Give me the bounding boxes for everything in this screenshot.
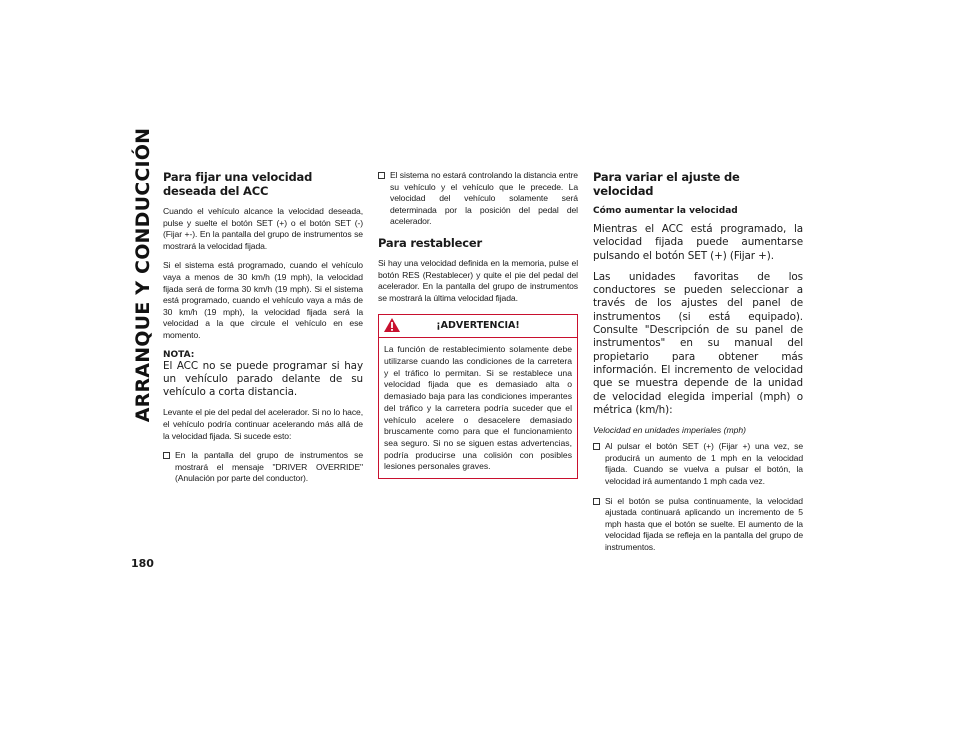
square-bullet-icon (593, 443, 600, 450)
square-bullet-icon (378, 172, 385, 179)
paragraph: Si hay una velocidad definida en la memoria, pulse el botón RES (Restablecer) y quite el pie del pedal del acelerador. En la pantalla del grupo de instrumentos se mostrará la última velocidad fijada. (378, 257, 578, 303)
list-item (593, 496, 803, 554)
page-number: 180 (131, 557, 154, 570)
warning-title: ¡ADVERTENCIA! (436, 320, 520, 332)
warning-box (378, 314, 578, 479)
list-item (163, 450, 363, 485)
subheading-increase-speed: Cómo aumentar la velocidad (593, 206, 738, 216)
column-1 (163, 170, 363, 493)
bullet-list (378, 170, 578, 228)
paragraph: Cuando el vehículo alcance la velocidad deseada, pulse y suelte el botón SET (+) o el botón SET (-) (Fijar +-). En la pantalla del grupo de instrumentos se mostrará la velocidad fijada. (163, 206, 363, 251)
heading-set-speed: Para fijar una velocidad deseada del ACC (163, 170, 313, 198)
warning-header (379, 315, 577, 338)
italic-subtitle: Velocidad en unidades imperiales (mph) (593, 425, 747, 436)
section-title-vertical (130, 127, 156, 423)
heading-change-speed: Para variar el ajuste de velocidad (593, 170, 740, 198)
paragraph: Las unidades favoritas de los conductores se pueden seleccionar a través de los ajustes del panel de instrumentos (si está equipado). Consulte "Descripción de su panel de instrumentos" en su manual del propietario para obtener más información. El incremento de velocidad que se muestra depende de la unidad de velocidad elegida imperial (mph) o métrica (km/h): (593, 270, 803, 416)
list-item-text: En la pantalla del grupo de instrumentos se mostrará el mensaje "DRIVER OVERRIDE" (Anulación por parte del conductor). (175, 450, 363, 484)
bullet-list (163, 450, 363, 485)
paragraph: Levante el pie del pedal del acelerador. Si no lo hace, el vehículo podría continuar acelerando más allá de la velocidad fijada. Si sucede esto: (163, 407, 363, 441)
paragraph: Si el sistema está programado, cuando el vehículo vaya a menos de 30 km/h (19 mph), la velocidad fijada será de forma 30 km/h (19 mph). Si el sistema está programado, cuando el vehículo vaya a más de 30 km/h (19 mph), la velocidad fijada será la velocidad a la que circule el vehículo en ese momento. (163, 260, 363, 340)
heading-resume: Para restablecer (378, 235, 482, 250)
section-title: ARRANQUE Y CONDUCCIÓN (132, 127, 154, 423)
warning-text: La función de restablecimiento solamente debe utilizarse cuando las condiciones de la carretera y el tráfico lo permitan. Si se restablece una velocidad fijada que es demasiado alta o demasiado baja para las condiciones imperantes del tráfico y la carretera podría suceder que el vehículo acelere o desacelere demasiado bruscamente como para que el funcionamiento sea seguro. Si no se siguen estas advertencias, podría producirse una colisión con posibles lesiones personales graves. (384, 344, 572, 472)
list-item-text: El sistema no estará controlando la distancia entre su vehículo y el vehículo que le precede. La velocidad del vehículo solamente será determinada por la posición del pedal del acelerador. (390, 170, 578, 227)
list-item (378, 170, 578, 228)
square-bullet-icon (593, 498, 600, 505)
square-bullet-icon (163, 452, 170, 459)
note-label: NOTA: (163, 349, 195, 360)
column-3 (593, 170, 803, 562)
column-2 (378, 170, 578, 479)
list-item-text: Si el botón se pulsa continuamente, la velocidad ajustada continuará aplicando un incremento de 5 mph hasta que el botón se suelte. El aumento de la velocidad fijada se refleja en la pantalla del grupo de instrumentos. (605, 495, 803, 552)
paragraph: Mientras el ACC está programado, la velocidad fijada puede aumentarse pulsando el botón SET (+) (Fijar +). (593, 223, 803, 262)
list-item (593, 441, 803, 487)
bullet-list (593, 441, 803, 553)
list-item-text: Al pulsar el botón SET (+) (Fijar +) una vez, se producirá un aumento de 1 mph en la velocidad fijada. Cuando se vuelva a pulsar el botón, la velocidad irá aumentando 1 mph cada vez. (605, 441, 803, 486)
note-text: El ACC no se puede programar si hay un vehículo parado delante de su vehículo a corta distancia. (163, 359, 363, 399)
